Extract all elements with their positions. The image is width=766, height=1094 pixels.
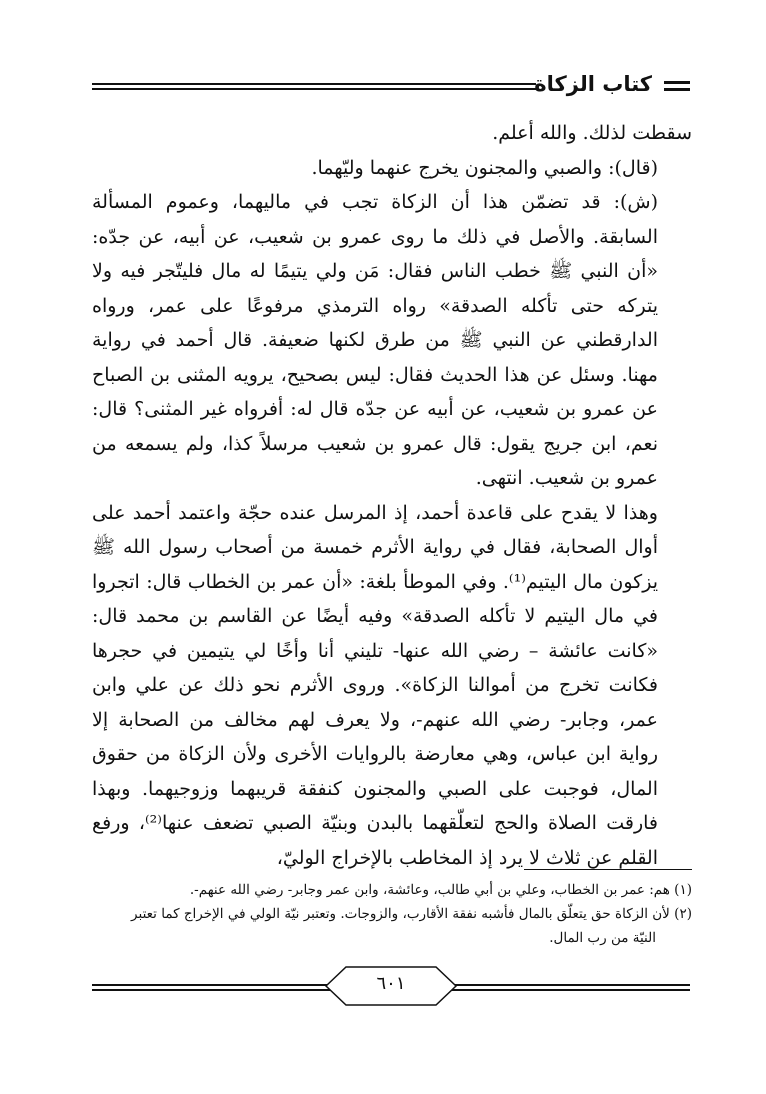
book-title: كتاب الزكاة <box>534 72 652 96</box>
footnote-1: (١) هم: عمر بن الخطاب، وعلي بن أبي طالب، وعائشة، وابن عمر وجابر- رضي الله عنهم-. <box>189 882 692 898</box>
paragraph: (قال): والصبي والمجنون يخرج عنهما وليّهما. <box>311 156 658 179</box>
paragraph: (ش): قد تضمّن هذا أن الزكاة تجب في ماليهما، وعموم المسألة السابقة. والأصل في ذلك ما روى عمرو بن شعيب، عن أبيه، عن جدّه: «أن النبي ﷺ خطب الناس فقال: مَن ولي يتيمًا له مال فليتّجر فيه ولا يتركه حتى تأكله الصدقة» رواه الترمذي مرفوعًا على عمر، ورواه الدارقطني عن النبي ﷺ من طرق لكنها ضعيفة. قال أحمد في رواية مهنا. وسئل عن هذا الحديث فقال: ليس بصحيح، يرويه المثنى بن الصباح عن عمرو بن شعيب، عن أبيه عن جدّه قال له: أفرواه غير المثنى؟ قال: نعم، ابن جريج يقول: قال عمرو بن شعيب مرسلاً كذا، ولم يسمعه من عمرو بن شعيب. انتهى. <box>92 191 658 489</box>
footnote-2: (٢) لأن الزكاة حق يتعلّق بالمال فأشبه نفقة الأقارب، والزوجات. وتعتبر نيّة الولي في الإخراج كما تعتبر <box>131 906 692 922</box>
footnotes <box>92 878 692 950</box>
paragraph: وهذا لا يقدح على قاعدة أحمد، إذ المرسل عنده حجّة واعتمد أحمد على أوال الصحابة، فقال في رواية الأثرم خمسة من أصحاب رسول الله ﷺ يزكون مال اليتيم⁽¹⁾. وفي الموطأ بلغة: «أن عمر بن الخطاب قال: اتجروا في مال اليتيم لا تأكله الصدقة» وفيه أيضًا عن القاسم بن محمد قال: «كانت عائشة – رضي الله عنها- تليني أنا وأخًا لي يتيمين في حجرها فكانت تخرج من أموالنا الزكاة». وروى الأثرم نحو ذلك عن علي وابن عمر، وجابر- رضي الله عنهم-، ولا يعرف لهم مخالف من الصحابة إلا رواية ابن عباس، وهي معارضة بالروايات الأخرى ولأن الزكاة من حقوق المال، فوجبت على الصبي والمجنون كنفقة قريبهما وزوجيهما. وبهذا فارقت الصلاة والحج لتعلّقهما بالبدن وبنيّة الصبي تضعف عنها⁽²⁾، ورفع القلم عن ثلاث لا يرد إذ المخاطب بالإخراج الوليّ، <box>92 501 659 869</box>
footnote-separator <box>524 869 692 870</box>
page-number-badge <box>324 964 458 1008</box>
header-rule <box>92 83 536 85</box>
footer-rule <box>442 989 690 991</box>
page-footer <box>92 962 690 1012</box>
paragraph: سقطت لذلك. والله أعلم. <box>492 122 692 144</box>
footer-rule <box>442 984 690 986</box>
footnote-2-continued: النيّة من رب المال. <box>549 930 656 946</box>
main-text <box>92 116 692 875</box>
header-ornament <box>664 81 690 84</box>
running-header <box>92 72 690 102</box>
header-rule <box>92 88 536 90</box>
header-ornament <box>664 88 690 91</box>
footer-rule <box>92 989 340 991</box>
page-number: ٦٠١ <box>376 973 406 994</box>
footer-rule <box>92 984 340 986</box>
